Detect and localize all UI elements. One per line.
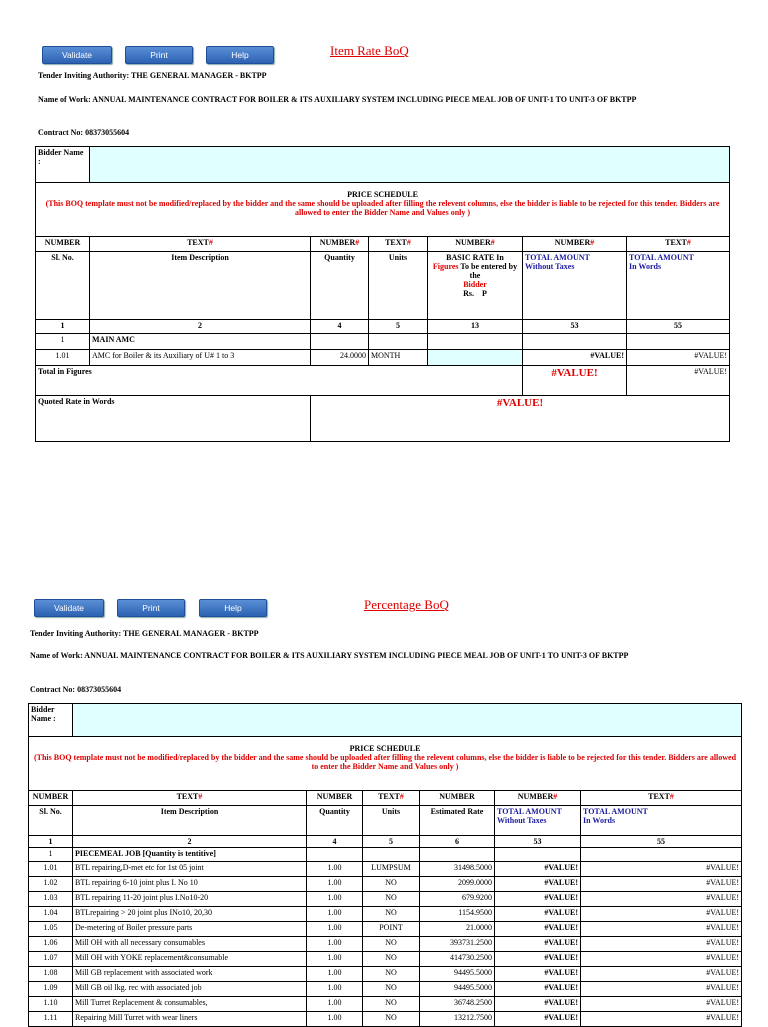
row-words: #VALUE! (581, 922, 742, 937)
row-no: 1.06 (29, 937, 73, 952)
validate-button[interactable]: Validate (34, 599, 104, 617)
row-qty: 24.0000 (311, 350, 369, 366)
col-num: 2 (90, 320, 311, 334)
section-no: 1 (29, 848, 73, 862)
row-qty: 1.00 (307, 907, 363, 922)
row-desc: Repairing Mill Turret with wear liners (73, 1012, 307, 1027)
tender-authority (38, 71, 267, 80)
work-value: ANNUAL MAINTENANCE CONTRACT FOR BOILER & ITS AUXILIARY SYSTEM INCLUDING PIECE MEAL JOB OF UNIT-1 TO UNIT-3 OF BKTPP (84, 651, 629, 660)
row-desc: BTL repairing 11-20 joint plus I.No10-20 (73, 892, 307, 907)
col-total-words: TOTAL AMOUNT In Words (581, 806, 742, 836)
col-num: 5 (369, 320, 428, 334)
row-units: POINT (363, 922, 420, 937)
table-row (29, 952, 742, 967)
name-of-work (38, 95, 728, 104)
help-button[interactable]: Help (206, 46, 274, 64)
table-row (29, 997, 742, 1012)
row-desc: Mill GB replacement with associated work (73, 967, 307, 982)
table-row (29, 862, 742, 877)
type-row (36, 237, 730, 252)
col-num: 2 (73, 836, 307, 848)
price-schedule-title: PRICE SCHEDULE (349, 744, 421, 753)
row-words: #VALUE! (581, 862, 742, 877)
row-words: #VALUE! (627, 350, 730, 366)
total-figures-row (36, 366, 730, 396)
row-no: 1.04 (29, 907, 73, 922)
type-cell: TEXT# (90, 237, 311, 252)
row-no: 1.11 (29, 1012, 73, 1027)
help-button[interactable]: Help (199, 599, 267, 617)
row-units: MONTH (369, 350, 428, 366)
col-quantity: Quantity (311, 252, 369, 320)
row-words: #VALUE! (581, 937, 742, 952)
print-button[interactable]: Print (125, 46, 193, 64)
price-schedule-title: PRICE SCHEDULE (347, 190, 418, 199)
template-notice: (This BOQ template must not be modified/replaced by the bidder and the same should be uploaded after filling the relevent columns, else the bidder is liable to be rejected for this tender. Bidders are allowed to enter the Bidder Name and Values only ) (45, 199, 720, 217)
col-num: 4 (311, 320, 369, 334)
row-words: #VALUE! (581, 892, 742, 907)
col-num: 1 (29, 836, 73, 848)
type-row (29, 791, 742, 806)
row-no: 1.03 (29, 892, 73, 907)
row-qty: 1.00 (307, 862, 363, 877)
bidder-name-input[interactable] (73, 704, 742, 737)
row-no: 1.07 (29, 952, 73, 967)
row-words: #VALUE! (581, 877, 742, 892)
row-total: #VALUE! (495, 967, 581, 982)
contract-label: Contract No: (30, 685, 76, 694)
row-total: #VALUE! (495, 877, 581, 892)
empty-cell (523, 334, 627, 350)
col-total-amount: TOTAL AMOUNT Without Taxes (495, 806, 581, 836)
column-headers (29, 806, 742, 836)
total-figures-value: #VALUE! (523, 366, 627, 396)
row-no: 1.09 (29, 982, 73, 997)
col-sl-no: Sl. No. (36, 252, 90, 320)
bidder-name-label: Bidder Name : (29, 704, 73, 737)
name-of-work (30, 651, 740, 660)
row-estimated-rate: 21.0000 (420, 922, 495, 937)
work-label: Name of Work: (38, 95, 91, 104)
empty-cell (581, 848, 742, 862)
row-desc: Mill GB oil lkg. rec with associated job (73, 982, 307, 997)
print-button[interactable]: Print (117, 599, 185, 617)
total-figures-label: Total in Figures (36, 366, 523, 396)
empty-cell (495, 848, 581, 862)
column-number-row (36, 320, 730, 334)
price-schedule (29, 737, 742, 791)
col-units: Units (363, 806, 420, 836)
contract-number (30, 685, 121, 694)
table-row (29, 907, 742, 922)
contract-label: Contract No: (38, 128, 84, 137)
row-total: #VALUE! (495, 997, 581, 1012)
type-cell: TEXT# (627, 237, 730, 252)
basic-rate-input[interactable] (428, 350, 523, 366)
type-cell: NUMBER# (311, 237, 369, 252)
row-estimated-rate: 31498.5000 (420, 862, 495, 877)
row-qty: 1.00 (307, 922, 363, 937)
row-no: 1.01 (36, 350, 90, 366)
bidder-name-label: Bidder Name : (36, 147, 90, 183)
quoted-rate-row (36, 396, 730, 442)
total-figures-words: #VALUE! (627, 366, 730, 396)
row-total: #VALUE! (523, 350, 627, 366)
percentage-boq-sheet (0, 590, 768, 1024)
row-no: 1.01 (29, 862, 73, 877)
row-estimated-rate: 94495.5000 (420, 982, 495, 997)
col-num: 4 (307, 836, 363, 848)
column-headers (36, 252, 730, 320)
contract-value: 08373055604 (77, 685, 122, 694)
col-basic-rate: BASIC RATE In Figures To be entered by the Bidder Rs. P (428, 252, 523, 320)
bidder-name-input[interactable] (90, 147, 730, 183)
row-desc: BTL repairing,D-met etc for 1st 05 joint (73, 862, 307, 877)
contract-value: 08373055604 (85, 128, 130, 137)
table-row (36, 350, 730, 366)
table-row (29, 982, 742, 997)
row-total: #VALUE! (495, 1012, 581, 1027)
col-estimated-rate: Estimated Rate (420, 806, 495, 836)
authority-value: THE GENERAL MANAGER - BKTPP (131, 71, 267, 80)
row-estimated-rate: 1154.9500 (420, 907, 495, 922)
col-item-description: Item Description (90, 252, 311, 320)
row-qty: 1.00 (307, 997, 363, 1012)
table-row (29, 967, 742, 982)
type-cell: TEXT# (581, 791, 742, 806)
work-value: ANNUAL MAINTENANCE CONTRACT FOR BOILER & ITS AUXILIARY SYSTEM INCLUDING PIECE MEAL JOB OF UNIT-1 TO UNIT-3 OF BKTPP (92, 95, 637, 104)
type-cell: NUMBER# (428, 237, 523, 252)
row-units: NO (363, 1012, 420, 1027)
row-total: #VALUE! (495, 907, 581, 922)
row-total: #VALUE! (495, 892, 581, 907)
empty-cell (420, 848, 495, 862)
col-total-words: TOTAL AMOUNT In Words (627, 252, 730, 320)
boq-table (35, 146, 730, 442)
row-units: NO (363, 892, 420, 907)
authority-value: THE GENERAL MANAGER - BKTPP (123, 629, 259, 638)
row-desc: Mill Turret Replacement & consumables, (73, 997, 307, 1012)
quoted-rate-value: #VALUE! (311, 396, 730, 442)
col-quantity: Quantity (307, 806, 363, 836)
col-total-amount: TOTAL AMOUNT Without Taxes (523, 252, 627, 320)
tender-authority (30, 629, 259, 638)
row-total: #VALUE! (495, 922, 581, 937)
row-units: NO (363, 982, 420, 997)
col-num: 6 (420, 836, 495, 848)
page-title: Item Rate BoQ (330, 43, 409, 58)
contract-number (38, 128, 129, 137)
page-title: Percentage BoQ (364, 597, 449, 612)
row-units: NO (363, 967, 420, 982)
col-num: 53 (495, 836, 581, 848)
table-row (29, 922, 742, 937)
row-words: #VALUE! (581, 1012, 742, 1027)
row-qty: 1.00 (307, 877, 363, 892)
type-cell: NUMBER (29, 791, 73, 806)
section-row (36, 334, 730, 350)
validate-button[interactable]: Validate (42, 46, 112, 64)
empty-cell (369, 334, 428, 350)
quoted-rate-label: Quoted Rate in Words (36, 396, 311, 442)
table-row (29, 877, 742, 892)
row-qty: 1.00 (307, 982, 363, 997)
item-rate-boq-sheet (0, 0, 768, 460)
row-desc: Mill OH with YOKE replacement&consumable (73, 952, 307, 967)
row-total: #VALUE! (495, 952, 581, 967)
col-units: Units (369, 252, 428, 320)
authority-label: Tender Inviting Authority: (30, 629, 122, 638)
col-sl-no: Sl. No. (29, 806, 73, 836)
type-cell: NUMBER (307, 791, 363, 806)
row-qty: 1.00 (307, 952, 363, 967)
row-qty: 1.00 (307, 937, 363, 952)
col-num: 55 (627, 320, 730, 334)
row-desc: Mill OH with all necessary consumables (73, 937, 307, 952)
row-qty: 1.00 (307, 967, 363, 982)
price-schedule (36, 183, 730, 237)
row-qty: 1.00 (307, 1012, 363, 1027)
column-number-row (29, 836, 742, 848)
template-notice: (This BOQ template must not be modified/replaced by the bidder and the same should be uploaded after filling the relevent columns, else the bidder is liable to be rejected for this tender. Bidders are allowed to enter the Bidder Name and Values only ) (33, 753, 737, 771)
empty-cell (363, 848, 420, 862)
type-cell: NUMBER# (495, 791, 581, 806)
col-num: 13 (428, 320, 523, 334)
authority-label: Tender Inviting Authority: (38, 71, 130, 80)
row-desc: BTL repairing 6-10 joint plus I. No 10 (73, 877, 307, 892)
row-no: 1.10 (29, 997, 73, 1012)
section-label: PIECEMEAL JOB [Quantity is tentitive] (73, 848, 307, 862)
row-words: #VALUE! (581, 967, 742, 982)
row-words: #VALUE! (581, 952, 742, 967)
empty-cell (627, 334, 730, 350)
row-estimated-rate: 13212.7500 (420, 1012, 495, 1027)
row-desc: AMC for Boiler & its Auxiliary of U# 1 to 3 (90, 350, 311, 366)
row-total: #VALUE! (495, 862, 581, 877)
row-no: 1.02 (29, 877, 73, 892)
table-row (29, 1012, 742, 1027)
row-total: #VALUE! (495, 982, 581, 997)
col-num: 55 (581, 836, 742, 848)
section-label: MAIN AMC (90, 334, 311, 350)
row-units: NO (363, 997, 420, 1012)
boq-table (28, 703, 742, 1027)
type-cell: TEXT# (369, 237, 428, 252)
row-desc: BTLrepairing > 20 joint plus INo10, 20,30 (73, 907, 307, 922)
section-row (29, 848, 742, 862)
row-words: #VALUE! (581, 982, 742, 997)
empty-cell (428, 334, 523, 350)
row-units: NO (363, 952, 420, 967)
table-row (29, 937, 742, 952)
col-num: 53 (523, 320, 627, 334)
row-no: 1.08 (29, 967, 73, 982)
empty-cell (307, 848, 363, 862)
col-num: 5 (363, 836, 420, 848)
row-units: NO (363, 937, 420, 952)
row-words: #VALUE! (581, 907, 742, 922)
row-total: #VALUE! (495, 937, 581, 952)
row-estimated-rate: 36748.2500 (420, 997, 495, 1012)
type-cell: TEXT# (363, 791, 420, 806)
type-cell: NUMBER# (523, 237, 627, 252)
row-units: LUMPSUM (363, 862, 420, 877)
row-estimated-rate: 679.9200 (420, 892, 495, 907)
type-cell: NUMBER (420, 791, 495, 806)
row-estimated-rate: 414730.2500 (420, 952, 495, 967)
row-qty: 1.00 (307, 892, 363, 907)
row-estimated-rate: 94495.5000 (420, 967, 495, 982)
section-no: 1 (36, 334, 90, 350)
row-estimated-rate: 2099.0000 (420, 877, 495, 892)
col-num: 1 (36, 320, 90, 334)
type-cell: NUMBER (36, 237, 90, 252)
row-estimated-rate: 393731.2500 (420, 937, 495, 952)
work-label: Name of Work: (30, 651, 83, 660)
row-units: NO (363, 877, 420, 892)
type-cell: TEXT# (73, 791, 307, 806)
row-no: 1.05 (29, 922, 73, 937)
row-words: #VALUE! (581, 997, 742, 1012)
table-row (29, 892, 742, 907)
row-units: NO (363, 907, 420, 922)
col-item-description: Item Description (73, 806, 307, 836)
empty-cell (311, 334, 369, 350)
row-desc: De-metering of Boiler pressure parts (73, 922, 307, 937)
